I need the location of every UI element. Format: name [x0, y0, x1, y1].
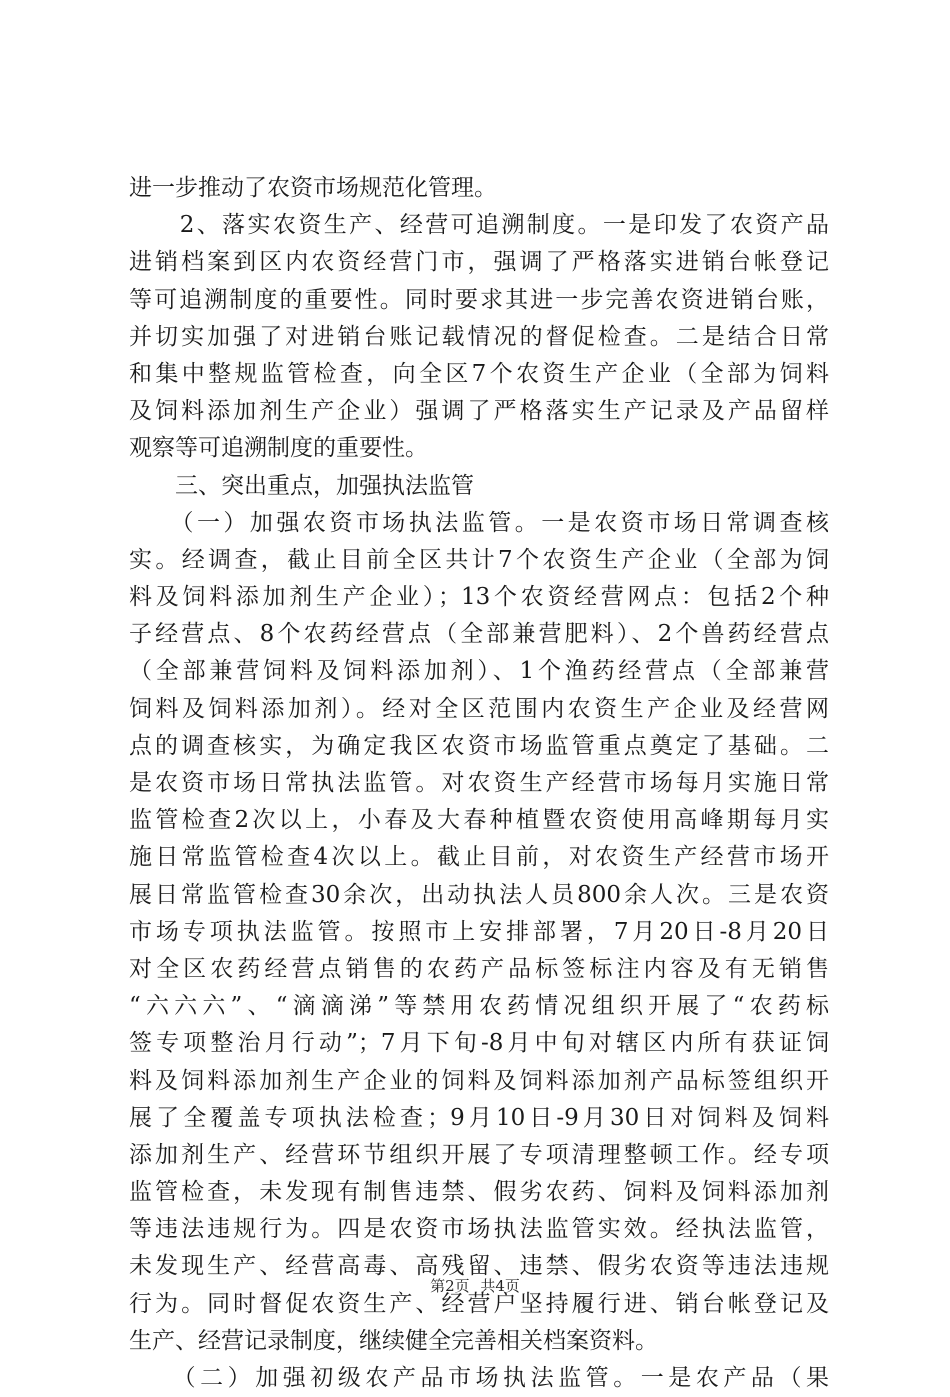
- page-total: 共4页: [480, 1277, 520, 1295]
- text-line: 2、落实农资生产、经营可追溯制度。一是印发了农资产品: [129, 212, 829, 239]
- text-line: 展日常监管检查30余次，出动执法人员800余人次。三是农资: [129, 881, 829, 908]
- text-line: 饲料及饲料添加剂）。经对全区范围内农资生产企业及经营网: [129, 695, 829, 722]
- text-line: 点的调查核实，为确定我区农资市场监管重点奠定了基础。二: [129, 732, 829, 759]
- text-line: 添加剂生产、经营环节组织开展了专项清理整顿工作。经专项: [129, 1141, 829, 1168]
- text-line: 实。经调查，截止目前全区共计7个农资生产企业（全部为饲: [129, 546, 829, 573]
- text-line: 和集中整规监管检查，向全区7个农资生产企业（全部为饲料: [129, 360, 829, 387]
- text-line: 市场专项执法监管。按照市上安排部署，7月20日-8月20日: [129, 918, 829, 945]
- text-line: 料及饲料添加剂生产企业的饲料及饲料添加剂产品标签组织开: [129, 1067, 829, 1094]
- text-line: （一）加强农资市场执法监管。一是农资市场日常调查核: [129, 509, 829, 536]
- text-line: 等可追溯制度的重要性。同时要求其进一步完善农资进销台账，: [129, 286, 829, 313]
- text-line: 生产、经营记录制度，继续健全完善相关档案资料。: [129, 1327, 658, 1354]
- text-line: 进一步推动了农资市场规范化管理。: [129, 175, 497, 201]
- page-number: 第2页: [430, 1277, 470, 1295]
- text-line: （二）加强初级农产品市场执法监管。一是农产品（果: [129, 1365, 829, 1391]
- text-line: 料及饲料添加剂生产企业）；13个农资经营网点：包括2个种: [129, 584, 829, 611]
- text-line: 行为。同时督促农资生产、经营户坚持履行进、销台帐登记及: [129, 1290, 829, 1317]
- text-line: 等违法违规行为。四是农资市场执法监管实效。经执法监管，: [129, 1216, 829, 1243]
- page-footer: [0, 1276, 950, 1296]
- text-line: “六六六”、“滴滴涕”等禁用农药情况组织开展了“农药标: [129, 993, 829, 1020]
- text-line: 监管检查，未发现有制售违禁、假劣农药、饲料及饲料添加剂: [129, 1179, 829, 1206]
- body-text: [129, 170, 829, 1397]
- text-line: 子经营点、8个农药经营点（全部兼营肥料）、2个兽药经营点: [129, 621, 829, 648]
- text-line: 监管检查2次以上，小春及大春种植暨农资使用高峰期每月实: [129, 807, 829, 834]
- text-line: 并切实加强了对进销台账记载情况的督促检查。二是结合日常: [129, 323, 829, 350]
- text-line: 施日常监管检查4次以上。截止目前，对农资生产经营市场开: [129, 844, 829, 871]
- text-line: 签专项整治月行动”；7月下旬-8月中旬对辖区内所有获证饲: [129, 1030, 829, 1057]
- text-line: 及饲料添加剂生产企业）强调了严格落实生产记录及产品留样: [129, 398, 829, 425]
- text-line: （全部兼营饲料及饲料添加剂）、1个渔药经营点（全部兼营: [129, 658, 829, 685]
- text-line: 展了全覆盖专项执法检查；9月10日-9月30日对饲料及饲料: [129, 1104, 829, 1131]
- text-line: 未发现生产、经营高毒、高残留、违禁、假劣农资等违法违规: [129, 1253, 829, 1280]
- text-line: 观察等可追溯制度的重要性。: [129, 435, 428, 462]
- text-line: 是农资市场日常执法监管。对农资生产经营市场每月实施日常: [129, 770, 829, 796]
- text-line: 三、突出重点，加强执法监管: [129, 472, 474, 499]
- text-line: 对全区农药经营点销售的农药产品标签标注内容及有无销售: [129, 955, 829, 982]
- text-line: 进销档案到区内农资经营门市，强调了严格落实进销台帐登记: [129, 249, 829, 276]
